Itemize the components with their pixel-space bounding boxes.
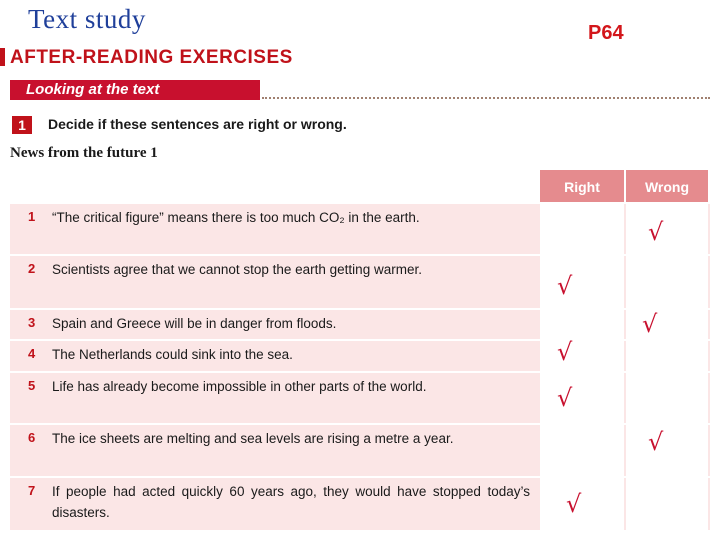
row-statement: The Netherlands could sink into the sea. [52,347,293,362]
tick-mark-icon: √ [557,384,573,412]
section-heading: AFTER-READING EXERCISES [10,47,293,68]
exercise-instruction: Decide if these sentences are right or wrong. [48,116,347,132]
wrong-cell [626,256,708,308]
column-header-wrong: Wrong [626,170,708,202]
right-cell [540,310,624,339]
exercise-number: 1 [12,116,32,134]
table-row [10,341,710,371]
wrong-cell [626,425,708,476]
right-cell [540,256,624,308]
right-cell [540,478,624,530]
table-row [10,310,710,339]
table-row [10,425,710,476]
wrong-cell [626,341,708,371]
row-number: 6 [28,430,36,445]
column-header-right: Right [540,170,624,202]
slide-title: Text study [28,4,146,34]
row-statement: “The critical figure” means there is too much CO₂ in the earth. [52,210,420,225]
row-statement: Life has already become impossible in other parts of the world. [52,379,427,394]
tick-mark-icon: √ [642,310,658,338]
tick-mark-icon: √ [557,272,573,300]
row-statement: If people had acted quickly 60 years ago, they would have stopped today’s disasters. [52,484,530,520]
wrong-cell [626,478,708,530]
row-number: 2 [28,261,36,276]
section-marker [0,48,5,66]
wrong-cell [626,373,708,423]
row-number: 1 [28,209,36,224]
exercise-subtitle: News from the future 1 [10,145,158,161]
right-cell [540,341,624,371]
table-row [10,204,710,254]
dotted-divider [262,97,710,99]
row-statement: Scientists agree that we cannot stop the earth getting warmer. [52,262,422,277]
tick-mark-icon: √ [557,338,573,366]
right-cell [540,373,624,423]
tick-mark-icon: √ [648,428,664,456]
page-reference: P64 [588,22,624,44]
row-number: 3 [28,315,36,330]
tick-mark-icon: √ [566,490,582,518]
sub-banner: Looking at the text [10,80,260,100]
row-number: 5 [28,378,36,393]
tick-mark-icon: √ [648,218,664,246]
row-number: 4 [28,346,36,361]
row-number: 7 [28,483,36,498]
right-cell [540,204,624,254]
table-row [10,478,710,530]
row-statement: The ice sheets are melting and sea levels are rising a metre a year. [52,431,454,446]
table-row [10,373,710,423]
table-row [10,256,710,308]
wrong-cell [626,310,708,339]
right-cell [540,425,624,476]
wrong-cell [626,204,708,254]
row-statement: Spain and Greece will be in danger from floods. [52,316,337,331]
